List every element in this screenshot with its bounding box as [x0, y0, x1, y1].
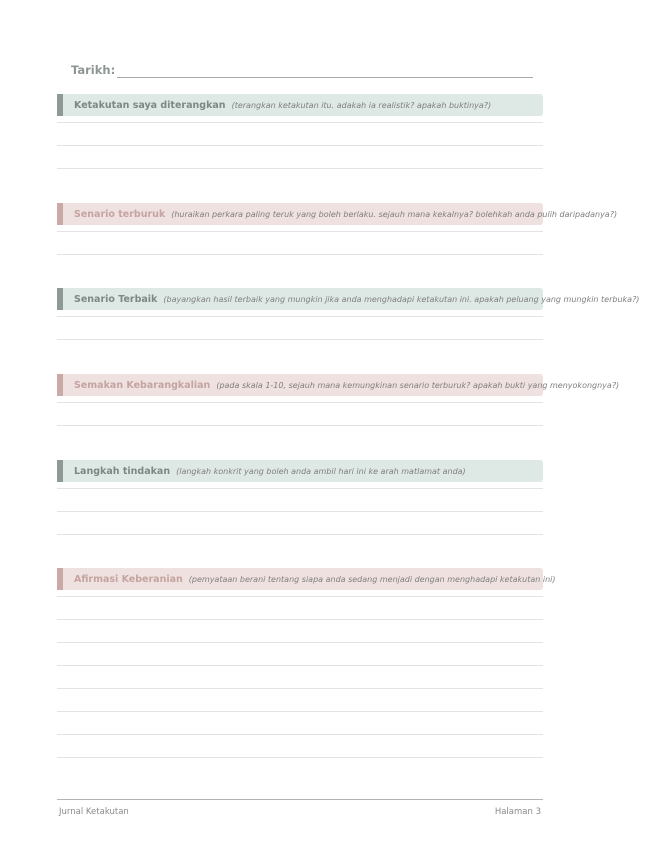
footer-journal-title: Jurnal Ketakutan: [59, 807, 129, 817]
section-hint: (bayangkan hasil terbaik yang mungkin jika anda menghadapi ketakutan ini. apakah peluang yang mungkin terbuka?): [163, 294, 640, 304]
section-title: Senario terburuk: [74, 208, 166, 220]
writing-line[interactable]: [57, 402, 543, 403]
section-title: Senario Terbaik: [74, 293, 158, 305]
writing-line[interactable]: [57, 122, 543, 123]
section-hint: (langkah konkrit yang boleh anda ambil hari ini ke arah matlamat anda): [176, 466, 466, 476]
writing-line[interactable]: [57, 619, 543, 620]
section-header-fear-described: [57, 94, 543, 116]
writing-line[interactable]: [57, 145, 543, 146]
writing-line[interactable]: [57, 168, 543, 169]
writing-line[interactable]: [57, 231, 543, 232]
writing-line[interactable]: [57, 642, 543, 643]
section-hint: (huraikan perkara paling teruk yang boleh berlaku. sejauh mana kekalnya? bolehkah anda pulih daripadanya?): [171, 209, 618, 219]
writing-line[interactable]: [57, 511, 543, 512]
section-header-probability-check: [57, 374, 620, 396]
writing-line[interactable]: [57, 425, 543, 426]
writing-line[interactable]: [57, 488, 543, 489]
section-title: Semakan Kebarangkalian: [74, 379, 211, 391]
writing-line[interactable]: [57, 316, 543, 317]
section-header-best-case: [57, 288, 640, 310]
writing-line[interactable]: [57, 757, 543, 758]
section-title: Afirmasi Keberanian: [74, 573, 183, 585]
section-header-courage-affirmation: [57, 568, 556, 590]
section-header-worst-case: [57, 203, 618, 225]
section-title: Ketakutan saya diterangkan: [74, 99, 226, 111]
writing-line[interactable]: [57, 688, 543, 689]
writing-line[interactable]: [57, 339, 543, 340]
writing-line[interactable]: [57, 711, 543, 712]
writing-line[interactable]: [57, 734, 543, 735]
date-row: [71, 62, 533, 82]
writing-line[interactable]: [57, 596, 543, 597]
section-hint: (pemyataan berani tentang siapa anda sedang menjadi dengan menghadapi ketakutan ini): [188, 574, 556, 584]
writing-line[interactable]: [57, 665, 543, 666]
section-hint: (terangkan ketakutan itu. adakah ia realistik? apakah buktinya?): [231, 100, 492, 110]
section-title: Langkah tindakan: [74, 465, 171, 477]
date-label: Tarikh:: [71, 63, 116, 77]
section-hint: (pada skala 1-10, sejauh mana kemungkinan senario terburuk? apakah bukti yang menyokongnya?): [216, 380, 620, 390]
footer-divider: [57, 799, 543, 800]
footer-page-number: Halaman 3: [494, 807, 541, 817]
writing-line[interactable]: [57, 254, 543, 255]
writing-line[interactable]: [57, 534, 543, 535]
section-header-action-steps: [57, 460, 543, 482]
date-input-line[interactable]: [117, 77, 533, 78]
